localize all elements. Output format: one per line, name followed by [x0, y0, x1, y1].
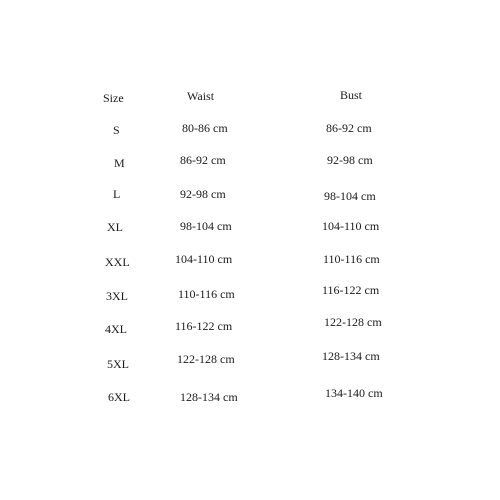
bust-cell: 110-116 cm: [323, 252, 380, 266]
waist-cell: 92-98 cm: [180, 187, 226, 201]
size-cell: M: [114, 156, 125, 170]
size-cell: XL: [107, 220, 123, 234]
bust-cell: 116-122 cm: [322, 283, 380, 297]
waist-cell: 128-134 cm: [180, 390, 238, 404]
header-waist: Waist: [187, 89, 215, 103]
waist-cell: 104-110 cm: [175, 252, 233, 266]
size-cell: 3XL: [106, 289, 128, 303]
waist-cell: 86-92 cm: [180, 153, 226, 167]
size-cell: L: [113, 187, 121, 201]
header-bust: Bust: [340, 88, 363, 102]
size-cell: 5XL: [107, 357, 129, 371]
waist-cell: 122-128 cm: [177, 352, 235, 366]
waist-cell: 110-116 cm: [178, 287, 235, 301]
waist-cell: 80-86 cm: [182, 121, 228, 135]
bust-cell: 128-134 cm: [322, 349, 380, 363]
bust-cell: 86-92 cm: [326, 121, 372, 135]
size-cell: 4XL: [105, 322, 127, 336]
waist-cell: 116-122 cm: [175, 319, 233, 333]
bust-cell: 104-110 cm: [322, 219, 380, 233]
size-cell: S: [113, 123, 120, 137]
header-size: Size: [103, 91, 124, 105]
size-cell: 6XL: [108, 390, 130, 404]
waist-cell: 98-104 cm: [180, 219, 232, 233]
size-cell: XXL: [105, 255, 130, 269]
bust-cell: 98-104 cm: [324, 189, 376, 203]
bust-cell: 122-128 cm: [324, 315, 382, 329]
bust-cell: 134-140 cm: [325, 386, 383, 400]
bust-cell: 92-98 cm: [327, 153, 373, 167]
